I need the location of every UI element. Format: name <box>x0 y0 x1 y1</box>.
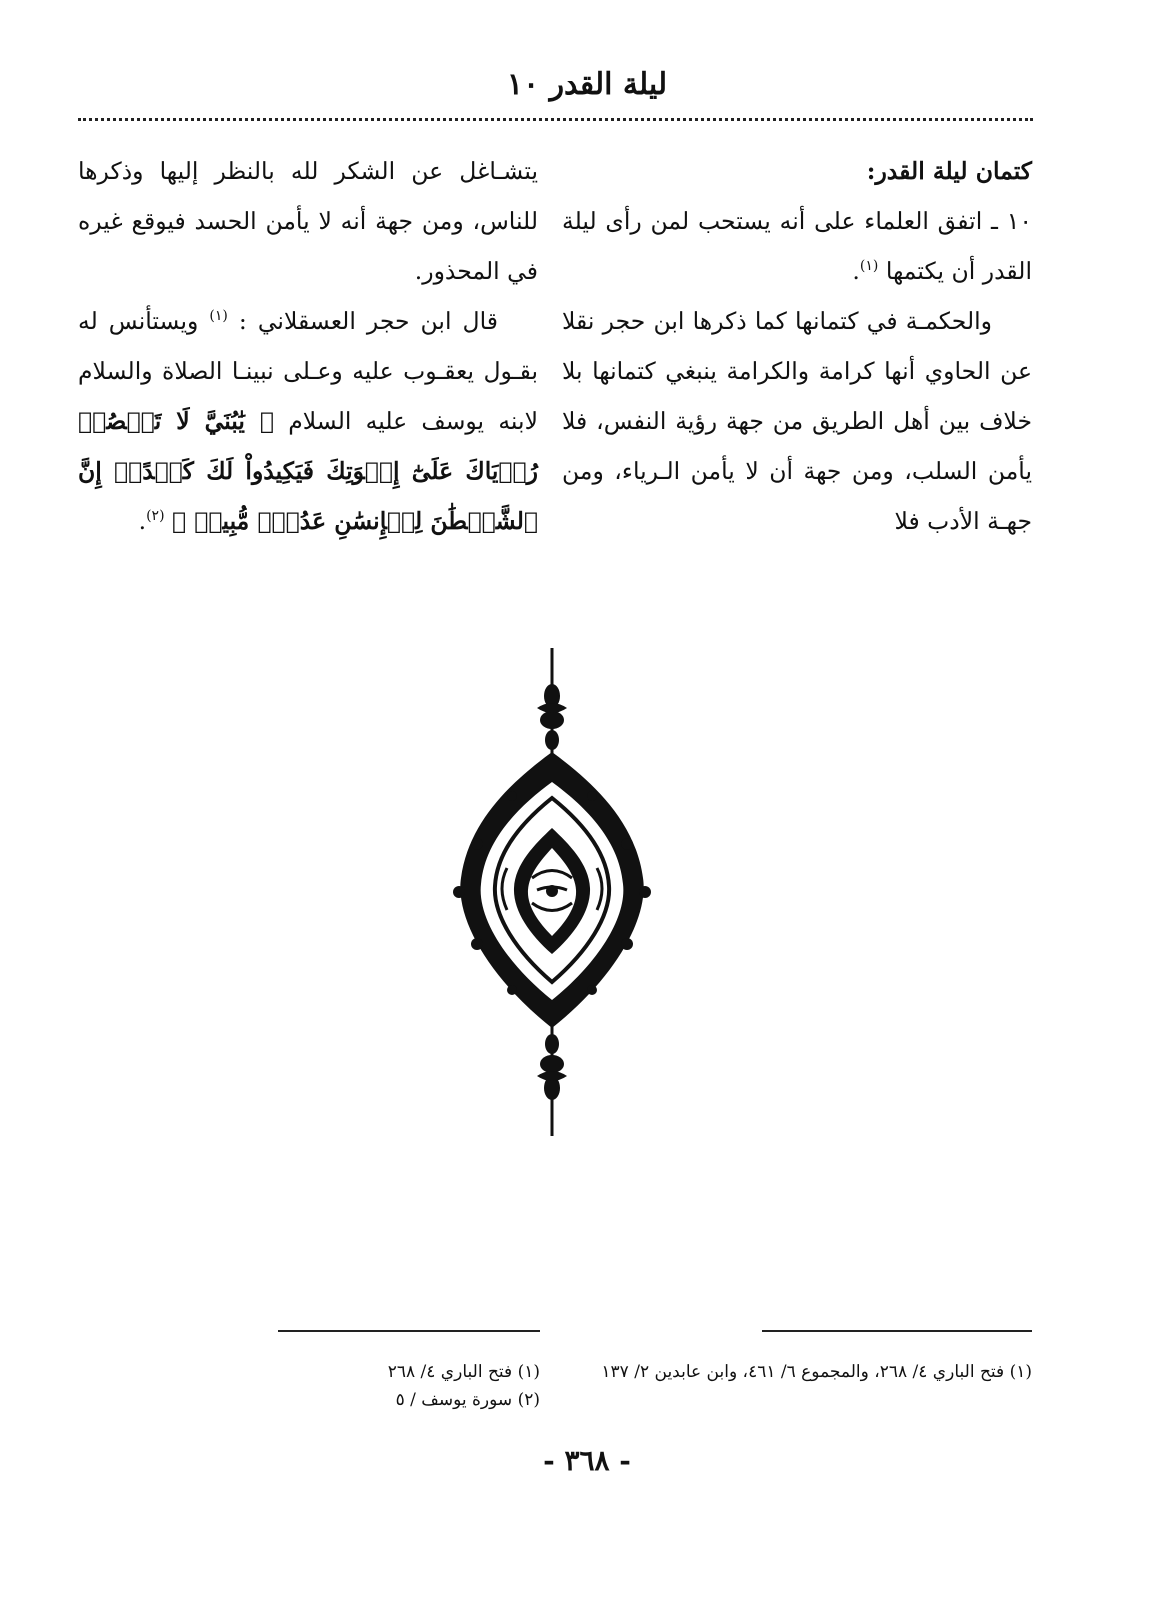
header-dotted-rule <box>78 118 1033 121</box>
ibn-hajar-intro: قال ابن حجر العسقلاني : <box>238 307 498 335</box>
running-header: ليلة القدر ١٠ <box>506 67 668 102</box>
paragraph-10-text: ١٠ ـ اتفق العلماء على أنه يستحب لمن رأى ليلة القدر أن يكتمها <box>562 207 1032 285</box>
footnote-left-1: (١) فتح الباري ٤/ ٢٦٨ <box>387 1362 540 1382</box>
footnotes-right <box>560 1358 1032 1386</box>
ibn-hajar-text: ويستأنس له بقـول يعقـوب عليه وعـلى نبينـا الصلاة والسلام لابنه يوسف عليه السلام <box>78 307 538 435</box>
ibn-hajar-paragraph <box>78 296 538 546</box>
left-text-column <box>78 146 538 546</box>
footnote-ref-1: (١) <box>859 258 879 275</box>
section-heading: كتمان ليلة القدر: <box>866 157 1032 185</box>
right-text-column <box>562 146 1032 546</box>
footnote-left-2: (٢) سورة يوسف / ٥ <box>395 1390 540 1410</box>
quran-verse: ﴿ يَٰبُنَيَّ لَا تَقۡصُصۡ رُءۡيَاكَ عَلَىٰٓ إِخۡوَتِكَ فَيَكِيدُواْ لَكَ كَيۡدًاۖ إِنَّ ٱلشَّيۡطَٰنَ لِلۡإِنسَٰنِ عَدُوّٞ مُّبِينٞ ﴾ <box>78 407 538 535</box>
paragraph-10-end: . <box>852 257 860 285</box>
ibn-hajar-end: . <box>138 507 147 535</box>
footnote-right-1: (١) فتح الباري ٤/ ٢٦٨، والمجموع ٦/ ٤٦١، وابن عابدين ٢/ ١٣٧ <box>601 1362 1032 1382</box>
footnote-rule-left <box>278 1330 540 1332</box>
paragraph-10 <box>562 196 1032 296</box>
page-number: - ٣٦٨ - <box>543 1444 631 1477</box>
continuation-paragraph: يتشـاغل عن الشكر لله بالنظر إليها وذكرها للناس، ومن جهة أنه لا يأمن الحسد فيوقع غيره في المحذور. <box>78 157 538 285</box>
footnote-rule-right <box>762 1330 1032 1332</box>
footnotes-left <box>300 1358 540 1414</box>
footnote-ref-2: (٢) <box>146 508 165 525</box>
ornament-medallion <box>437 648 667 1136</box>
wisdom-paragraph: والحكمـة في كتمانها كما ذكرها ابن حجر نقلا عن الحاوي أنها كرامة والكرامة ينبغي كتمانها بلا خلاف بين أهل الطريق من جهة رؤية النفس، فلا يأمن السلب، ومن جهة أن لا يأمن الـرياء، ومن جهـة الأدب فلا <box>562 307 1032 535</box>
footnote-ref-1b: (١) <box>209 308 228 325</box>
